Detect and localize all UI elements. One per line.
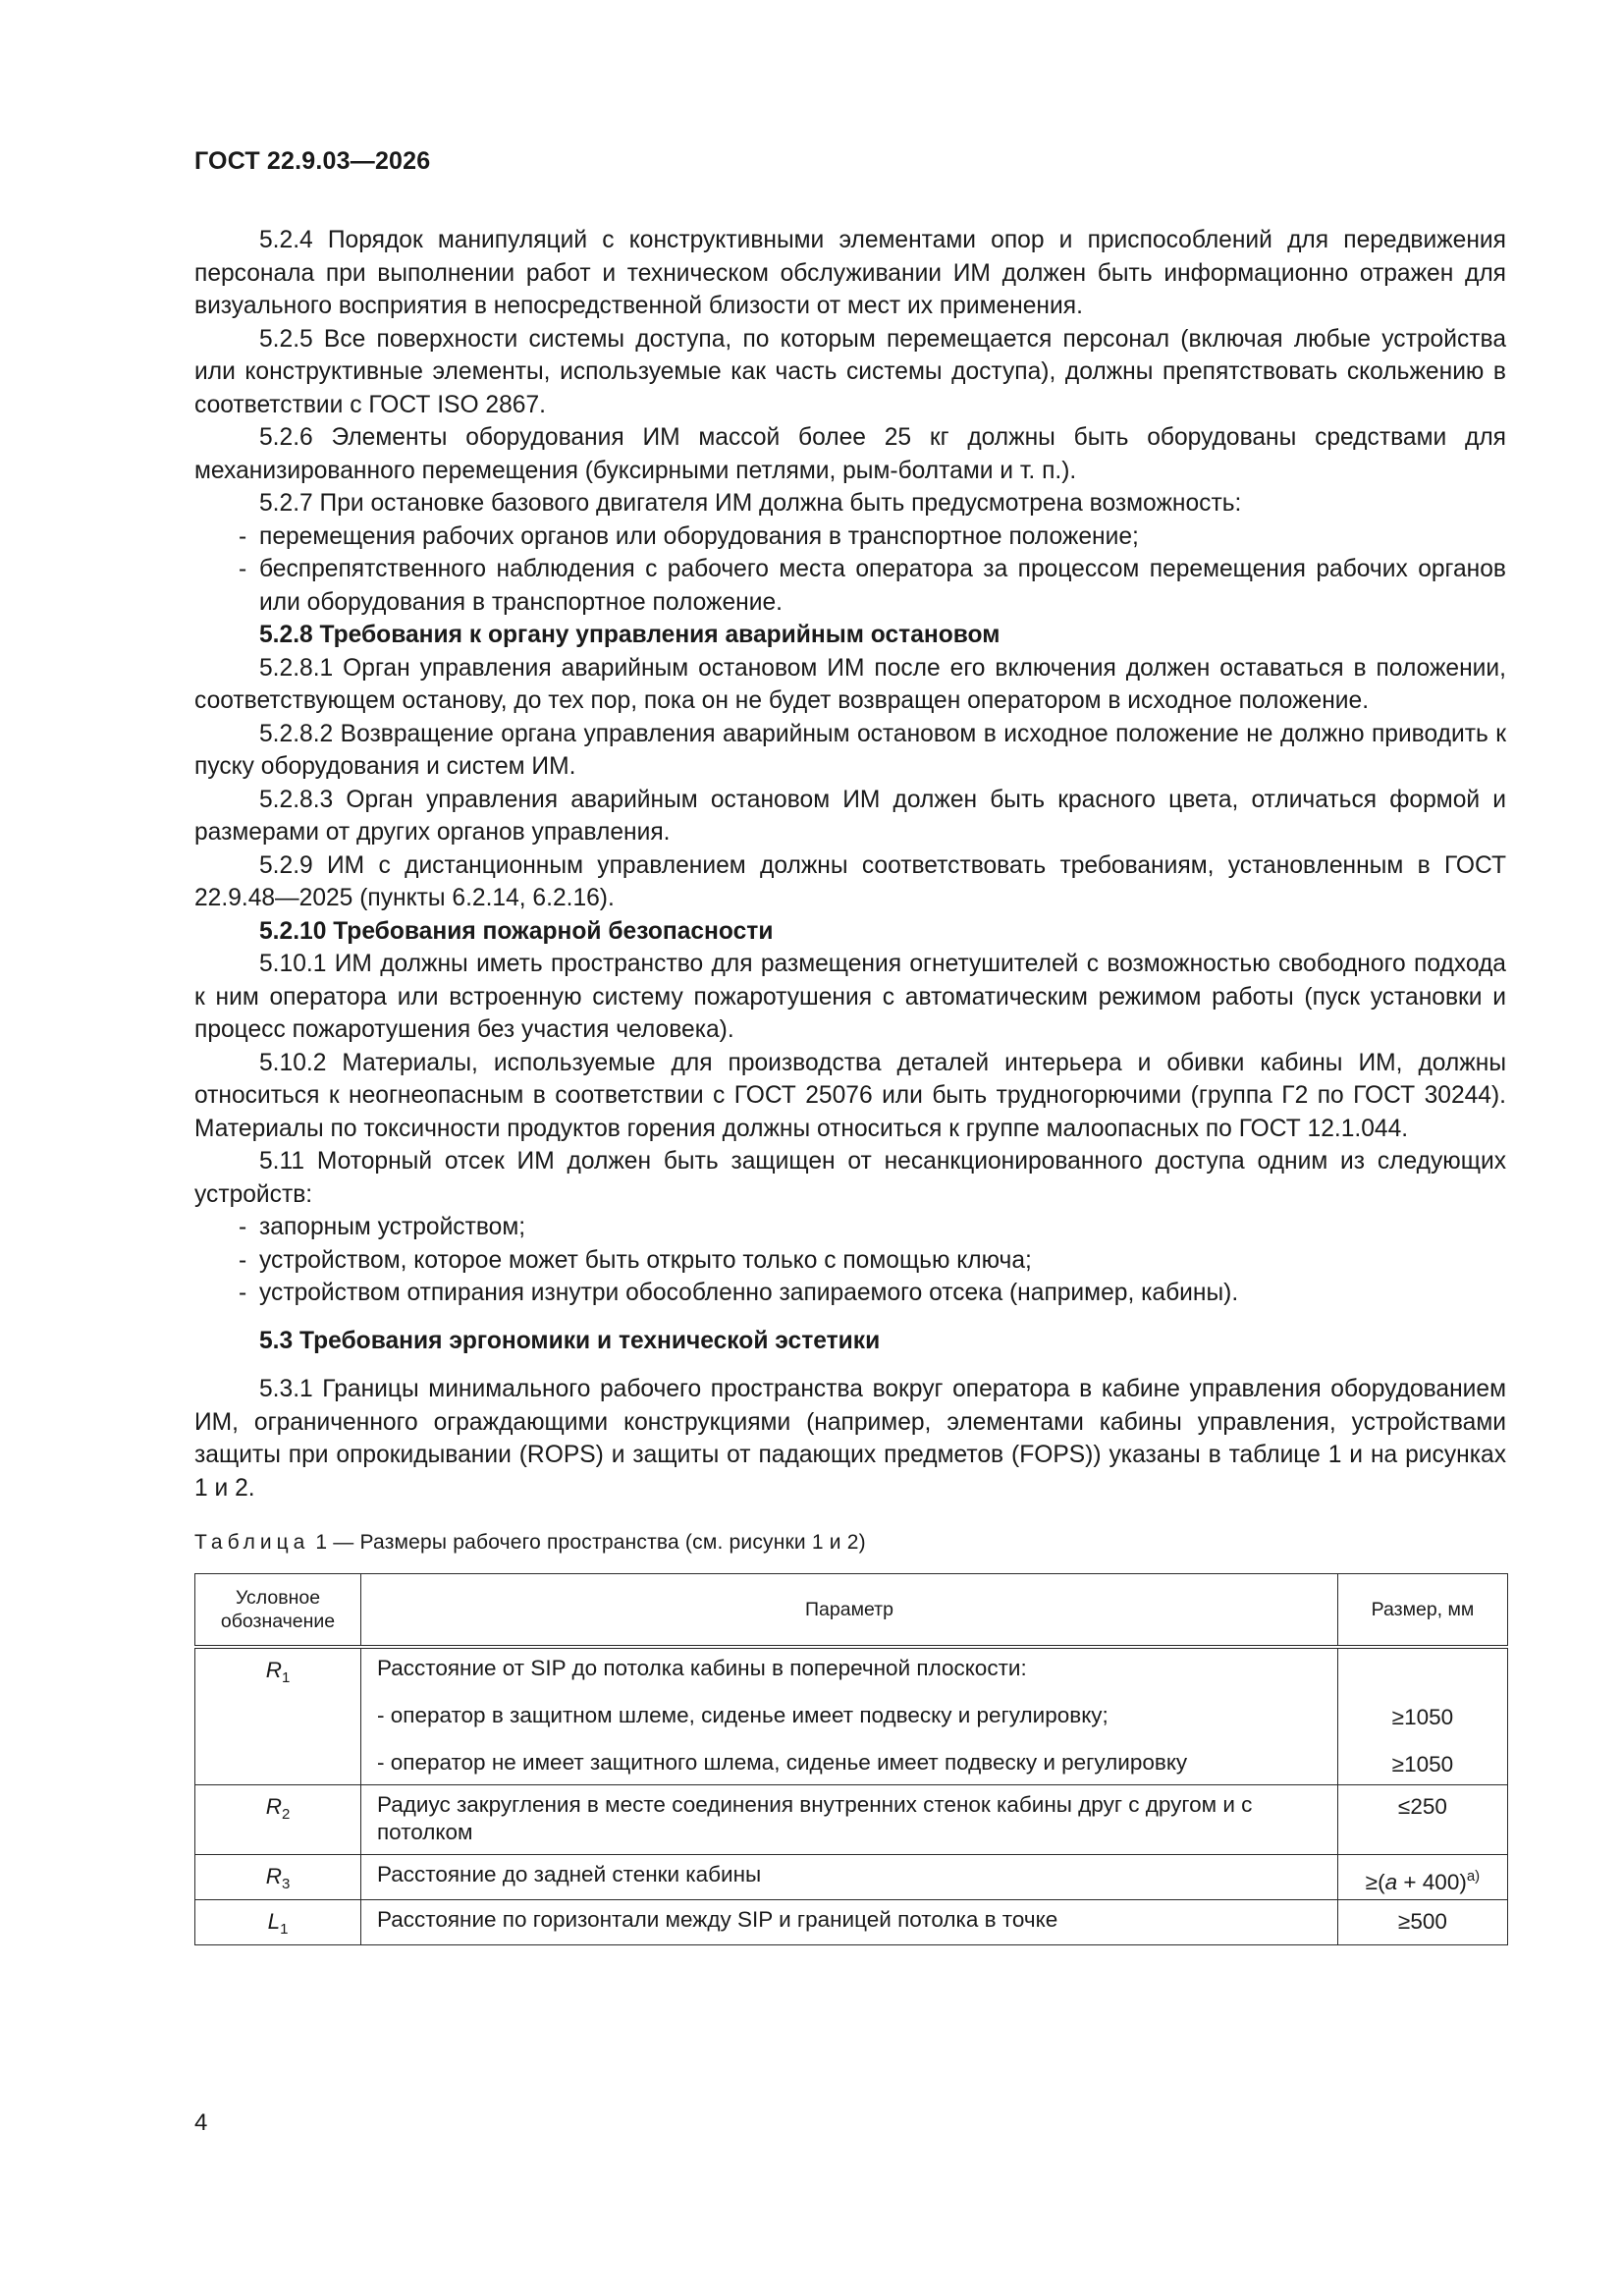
paragraph-5-10-1: 5.10.1 ИМ должны иметь пространство для размещения огнетушителей с возможностью свободного подхода к ним оператора или встроенную систему пожаротушения с автоматическим режимом работы (пуск установки и процесс пожаротушения без участия человека).	[194, 951, 1506, 1043]
cell-size	[1338, 1854, 1508, 1899]
table-row	[195, 1899, 1508, 1944]
cell-symbol	[195, 1854, 361, 1899]
paragraph-5-2-9: 5.2.9 ИМ с дистанционным управлением должны соответствовать требованиям, установленным в ГОСТ 22.9.48—2025 (пункты 6.2.14, 6.2.16).	[194, 851, 1506, 911]
dimensions-table	[194, 1573, 1508, 1945]
list-item	[194, 520, 1506, 554]
paragraph-5-2-8-2: 5.2.8.2 Возвращение органа управления аварийным остановом в исходное положение не должно приводить к пуску оборудования и систем ИМ.	[194, 720, 1506, 780]
paragraph-5-10-2: 5.10.2 Материалы, используемые для производства деталей интерьера и обивки кабины ИМ, должны относиться к неогнеопасным в соответствии с ГОСТ 25076 или быть трудногорючими (группа Г2 по ГОСТ 30244). Материалы по токсичности продуктов горения должны относиться к группе малоопасных по ГОСТ 12.1.044.	[194, 1049, 1506, 1142]
cell-size: ≤250	[1338, 1784, 1508, 1854]
size-variable: a	[1384, 1869, 1398, 1894]
subitem-text: оператор не имеет защитного шлема, сиденье имеет подвеску и регулировку	[390, 1749, 1188, 1775]
parameter-text: Расстояние от SIP до потолка кабины в поперечной плоскости:	[377, 1655, 1027, 1680]
list-item-text: беспрепятственного наблюдения с рабочего места оператора за процессом перемещения рабочих органов или оборудования в транспортное положение.	[259, 556, 1506, 616]
table-row	[195, 1854, 1508, 1899]
paragraph-5-2-4: 5.2.4 Порядок манипуляций с конструктивными элементами опор и приспособлений для передвижения персонала при выполнении работ и техническом обслуживании ИМ должен быть информационно отражен для визуального восприятия в непосредственной близости от мест их применения.	[194, 227, 1506, 319]
dash-marker: -	[239, 556, 247, 582]
header-parameter: Параметр	[361, 1573, 1338, 1647]
paragraph-5-2-7: 5.2.7 При остановке базового двигателя ИМ должна быть предусмотрена возможность:	[259, 490, 1242, 517]
list-item-text: устройством, которое может быть открыто только с помощью ключа;	[259, 1246, 1032, 1274]
cell-size	[1338, 1647, 1508, 1785]
cell-parameter: Расстояние по горизонтали между SIP и границей потолка в точке	[361, 1899, 1338, 1944]
document-header: ГОСТ 22.9.03—2026	[194, 147, 431, 175]
footnote-marker: а)	[1466, 1867, 1481, 1885]
list-item-text: запорным устройством;	[259, 1214, 526, 1240]
size-suffix: + 400)	[1397, 1869, 1467, 1894]
list-item	[194, 1244, 1506, 1278]
dash-marker: -	[239, 1246, 247, 1274]
table-row	[195, 1784, 1508, 1854]
paragraph-5-11: 5.11 Моторный отсек ИМ должен быть защищен от несанкционированного доступа одним из следующих устройств:	[194, 1148, 1506, 1208]
symbol-subscript: 1	[280, 1920, 289, 1938]
symbol-subscript: 2	[281, 1805, 291, 1823]
paragraph-5-2-8-1: 5.2.8.1 Орган управления аварийным остановом ИМ после его включения должен оставаться в положении, соответствующем останову, до тех пор, пока он не будет возвращен оператором в исходное положение.	[194, 654, 1506, 714]
dash-marker: -	[239, 1214, 247, 1240]
cell-size: ≥500	[1338, 1899, 1508, 1944]
symbol-letter: R	[265, 1657, 282, 1682]
dash-marker: -	[239, 522, 247, 550]
table-caption-text: 1 — Размеры рабочего пространства (см. рисунки 1 и 2)	[315, 1531, 866, 1554]
list-item	[194, 1277, 1506, 1310]
paragraph-5-2-8-3: 5.2.8.3 Орган управления аварийным остановом ИМ должен быть красного цвета, отличаться формой и размерами от других органов управления.	[194, 786, 1506, 846]
cell-parameter: Радиус закругления в месте соединения внутренних стенок кабины друг с другом и с потолком	[361, 1784, 1338, 1854]
heading-5-2-8: 5.2.8 Требования к органу управления аварийным остановом	[259, 622, 1001, 648]
cell-symbol	[195, 1647, 361, 1785]
paragraph-5-3-1: 5.3.1 Границы минимального рабочего пространства вокруг оператора в кабине управления оборудованием ИМ, ограниченного ограждающими конструкциями (например, элементами кабины управления, устройствами защиты при опрокидывании (ROPS) и защиты от падающих предметов (FOPS)) указаны в таблице 1 и на рисунках 1 и 2.	[194, 1376, 1506, 1502]
cell-symbol	[195, 1899, 361, 1944]
paragraph-5-2-6: 5.2.6 Элементы оборудования ИМ массой более 25 кг должны быть оборудованы средствами для механизированного перемещения (буксирными петлями, рым-болтами и т. п.).	[194, 424, 1506, 484]
size-value: ≥1050	[1391, 1751, 1454, 1777]
paragraph-5-2-5: 5.2.5 Все поверхности системы доступа, по которым перемещается персонал (включая любые устройства или конструктивные элементы, используемые как часть системы доступа), должны препятствовать скольжению в соответствии с ГОСТ ISO 2867.	[194, 325, 1506, 418]
cell-parameter: Расстояние до задней стенки кабины	[361, 1854, 1338, 1899]
section-heading-5-3: 5.3 Требования эргономики и технической эстетики	[259, 1327, 881, 1354]
header-size: Размер, мм	[1338, 1573, 1508, 1647]
list-item-text: перемещения рабочих органов или оборудования в транспортное положение;	[259, 522, 1139, 550]
parameter-subitem: - оператор не имеет защитного шлема, сиденье имеет подвеску и регулировку	[377, 1749, 1188, 1775]
document-body	[194, 224, 1506, 1945]
size-value: ≥1050	[1391, 1704, 1454, 1729]
heading-5-2-10: 5.2.10 Требования пожарной безопасности	[259, 917, 774, 945]
list-item	[194, 1211, 1506, 1244]
symbol-letter: R	[265, 1793, 282, 1819]
parameter-subitem: - оператор в защитном шлеме, сиденье имеет подвеску и регулировку;	[377, 1702, 1109, 1727]
size-prefix: ≥(	[1365, 1869, 1385, 1894]
dash-marker: -	[239, 1280, 247, 1306]
cell-symbol	[195, 1784, 361, 1854]
symbol-subscript: 1	[281, 1668, 291, 1686]
table-row	[195, 1647, 1508, 1785]
list-item-text: устройством отпирания изнутри обособленно запираемого отсека (например, кабины).	[259, 1280, 1239, 1306]
table-caption-label: Таблица	[194, 1531, 310, 1554]
symbol-letter: R	[265, 1863, 282, 1888]
header-symbol: Условное обозначение	[195, 1573, 361, 1647]
subitem-text: оператор в защитном шлеме, сиденье имеет подвеску и регулировку;	[390, 1702, 1109, 1727]
table-caption	[194, 1526, 1506, 1559]
list-item	[194, 553, 1506, 619]
cell-parameter	[361, 1647, 1338, 1785]
symbol-subscript: 3	[281, 1875, 291, 1892]
page-number: 4	[194, 2109, 208, 2136]
table-header-row	[195, 1573, 1508, 1647]
symbol-letter: L	[267, 1908, 281, 1934]
